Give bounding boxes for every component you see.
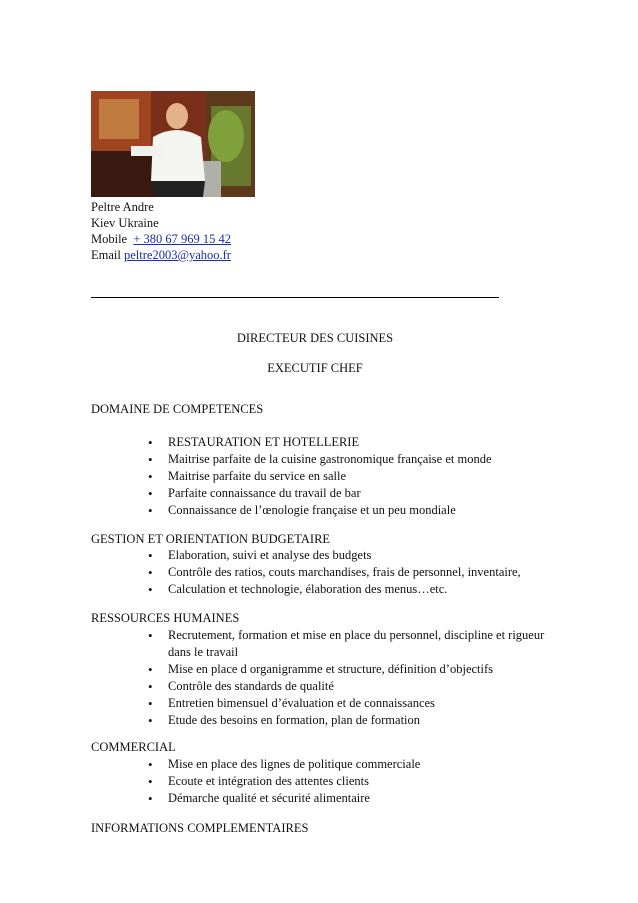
email-line <box>91 247 231 263</box>
list-item: • Maitrise parfaite du service en salle <box>148 468 492 485</box>
list-item: • RESTAURATION ET HOTELLERIE <box>148 434 492 451</box>
list-item: • Elaboration, suivi et analyse des budgets <box>148 547 521 564</box>
list-item: • Maitrise parfaite de la cuisine gastronomique française et monde <box>148 451 492 468</box>
horizontal-divider <box>91 297 499 298</box>
list-item: • Contrôle des ratios, couts marchandises, frais de personnel, inventaire, <box>148 564 521 581</box>
mobile-link[interactable]: + 380 67 969 15 42 <box>133 232 232 246</box>
commercial-list <box>148 756 420 807</box>
list-item: • Connaissance de l’œnologie française et un peu mondiale <box>148 502 492 519</box>
chef-photo-illustration <box>91 91 255 197</box>
profile-photo <box>91 91 255 197</box>
email-label: Email <box>91 248 121 262</box>
contact-block <box>91 199 231 263</box>
gestion-list <box>148 547 521 598</box>
candidate-name: Peltre Andre <box>91 200 154 214</box>
mobile-label: Mobile <box>91 232 128 246</box>
section-heading-competences: DOMAINE DE COMPETENCES <box>91 402 264 416</box>
candidate-location: Kiev Ukraine <box>91 216 159 230</box>
list-item: • Démarche qualité et sécurité alimentaire <box>148 790 420 807</box>
job-title-primary: DIRECTEUR DES CUISINES <box>236 331 394 345</box>
list-item: • Entretien bimensuel d’évaluation et de connaissances <box>148 695 544 712</box>
list-item: • Recrutement, formation et mise en place du personnel, discipline et rigueur <box>148 627 544 644</box>
competences-list <box>148 434 492 519</box>
list-item: • Calculation et technologie, élaboration des menus…etc. <box>148 581 521 598</box>
list-item-continuation-text: dans le travail <box>168 645 239 659</box>
section-heading-ressources-humaines: RESSOURCES HUMAINES <box>91 611 240 625</box>
section-heading-informations: INFORMATIONS COMPLEMENTAIRES <box>91 821 309 835</box>
email-link[interactable]: peltre2003@yahoo.fr <box>123 248 231 262</box>
section-heading-gestion: GESTION ET ORIENTATION BUDGETAIRE <box>91 532 331 546</box>
job-title-secondary: EXECUTIF CHEF <box>267 361 363 375</box>
list-item-continuation <box>148 644 544 661</box>
section-heading-commercial: COMMERCIAL <box>91 740 176 754</box>
list-item: • Contrôle des standards de qualité <box>148 678 544 695</box>
list-item: • Mise en place d organigramme et structure, définition d’objectifs <box>148 661 544 678</box>
list-item: • Etude des besoins en formation, plan de formation <box>148 712 544 729</box>
mobile-line <box>91 231 231 247</box>
list-item: • Parfaite connaissance du travail de bar <box>148 485 492 502</box>
list-item: • Mise en place des lignes de politique commerciale <box>148 756 420 773</box>
list-item: • Ecoute et intégration des attentes clients <box>148 773 420 790</box>
ressources-humaines-list <box>148 627 544 729</box>
